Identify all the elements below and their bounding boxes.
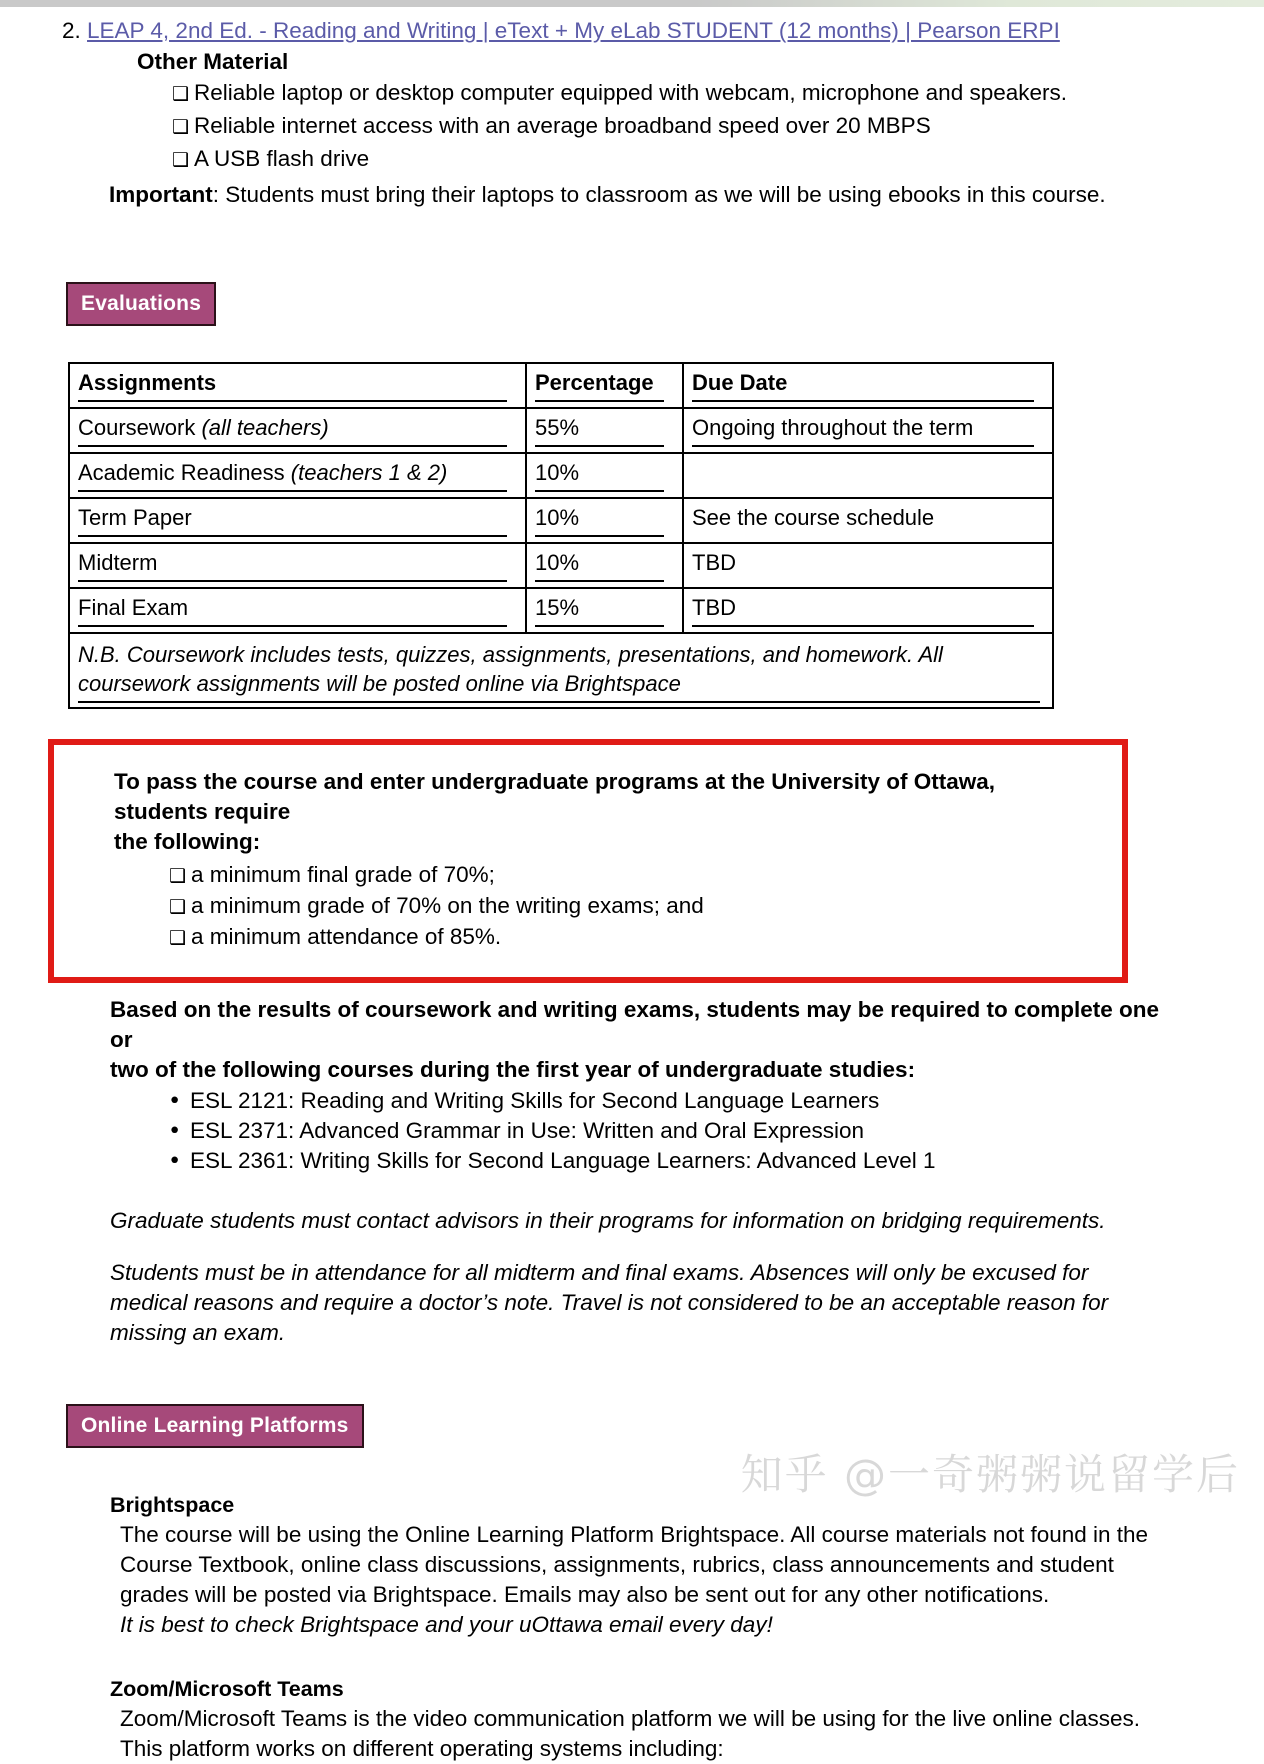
- checkbox-icon: ❑: [172, 83, 190, 105]
- important-note: [0, 179, 1264, 210]
- cell-assignment: [69, 453, 526, 498]
- coursework-note: N.B. Coursework includes tests, quizzes, assignments, presentations, and homework. All coursework assignments will be posted online via Brightspace: [78, 642, 943, 696]
- esl-course-label: ESL 2361: Writing Skills for Second Language Learners: Advanced Level 1: [190, 1148, 936, 1173]
- pass-requirements-heading: [54, 767, 1122, 857]
- assignment-name: Academic Readiness: [78, 460, 291, 485]
- requirements-heading-line2: the following:: [114, 829, 261, 854]
- platforms-badge-wrap: [0, 1404, 1264, 1448]
- table-note-row: [69, 633, 1053, 708]
- zoom-teams-body: Zoom/Microsoft Teams is the video communication platform we will be using for the live online classes. This platform works on different operating systems including:: [120, 1706, 1141, 1761]
- brightspace-heading: Brightspace: [110, 1493, 235, 1517]
- cell-due-date: [683, 543, 1053, 588]
- online-learning-platforms-badge: Online Learning Platforms: [66, 1404, 364, 1448]
- checkbox-icon: ❑: [169, 927, 187, 949]
- cell-percentage: [526, 408, 683, 453]
- cell-assignment: [69, 588, 526, 633]
- assignment-name: Final Exam: [78, 595, 189, 620]
- site-watermark: 知乎 @一奇粥粥说留学后: [740, 1450, 1240, 1499]
- cell-assignment: [69, 408, 526, 453]
- pass-requirements-callout: [48, 739, 1128, 983]
- assignment-name: Coursework: [78, 415, 202, 440]
- due-date-value: TBD: [692, 595, 736, 620]
- requirement-item: [54, 922, 1122, 953]
- column-header-label: Due Date: [692, 370, 788, 395]
- brightspace-body: The course will be using the Online Learning Platform Brightspace. All course materials not found in the Course Textbook, online class discussions, assignments, rubrics, class announcements and student grades will be posted via Brightspace. Emails may also be sent out for any other notifications.: [120, 1522, 1149, 1607]
- cell-due-date: [683, 498, 1053, 543]
- evaluations-section-badge: Evaluations: [66, 282, 216, 326]
- important-text: : Students must bring their laptops to classroom as we will be using ebooks in this course.: [212, 182, 1106, 207]
- assignment-qualifier: (all teachers): [201, 415, 329, 440]
- header-cell-due-date: [683, 363, 1053, 408]
- cell-note: [69, 633, 1053, 708]
- due-date-value: See the course schedule: [692, 505, 935, 530]
- table-row: [69, 543, 1053, 588]
- esl-course-label: ESL 2121: Reading and Writing Skills for Second Language Learners: [190, 1088, 880, 1113]
- document-page: [0, 7, 1264, 1764]
- list-number: 2.: [62, 18, 81, 43]
- evaluations-table: [68, 362, 1054, 709]
- material-list-item-2: [0, 15, 1264, 46]
- requirement-label: a minimum final grade of 70%;: [191, 862, 495, 887]
- column-header-label: Assignments: [78, 370, 217, 395]
- bridging-courses-section: [0, 995, 1264, 1085]
- material-item-label: Reliable laptop or desktop computer equipped with webcam, microphone and speakers.: [194, 80, 1068, 105]
- table-header-row: [69, 363, 1053, 408]
- header-cell-percentage: [526, 363, 683, 408]
- cell-percentage: [526, 498, 683, 543]
- evaluations-badge-wrap: [0, 282, 1264, 326]
- checkbox-icon: ❑: [169, 896, 187, 918]
- header-cell-assignments: [69, 363, 526, 408]
- esl-course-list: [0, 1086, 1264, 1176]
- courses-intro-line1: Based on the results of coursework and writing exams, students may be required to complete one or: [110, 997, 1159, 1052]
- requirements-heading-line1: To pass the course and enter undergraduate programs at the University of Ottawa, students require: [114, 769, 996, 824]
- material-checkbox-item: [0, 110, 1264, 143]
- checkbox-icon: ❑: [172, 149, 190, 171]
- percentage-value: 15%: [535, 595, 580, 620]
- courses-intro-line2: two of the following courses during the first year of undergraduate studies:: [110, 1057, 916, 1082]
- material-checkbox-item: [0, 77, 1264, 110]
- cell-due-date: [683, 588, 1053, 633]
- important-label: Important: [109, 182, 213, 207]
- cell-percentage: [526, 588, 683, 633]
- bullet-icon: •: [168, 1088, 182, 1114]
- assignment-qualifier: (teachers 1 & 2): [290, 460, 448, 485]
- attendance-note: Students must be in attendance for all midterm and final exams. Absences will only be excused for medical reasons and require a doctor’s note. Travel is not considered to be an acceptable reason for missing an exam.: [110, 1260, 1109, 1345]
- other-material-heading: Other Material: [137, 49, 289, 74]
- cell-percentage: [526, 543, 683, 588]
- table-row: [69, 453, 1053, 498]
- percentage-value: 55%: [535, 415, 580, 440]
- requirement-label: a minimum attendance of 85%.: [191, 924, 502, 949]
- cell-due-date: [683, 408, 1053, 453]
- top-edge-strip: [0, 0, 1264, 7]
- graduate-note: Graduate students must contact advisors in their programs for information on bridging requirements.: [110, 1208, 1106, 1233]
- graduate-note-wrap: [0, 1206, 1264, 1236]
- material-checkbox-item: [0, 143, 1264, 176]
- requirement-item: [54, 891, 1122, 922]
- requirements-list: [54, 860, 1122, 953]
- due-date-value: Ongoing throughout the term: [692, 415, 974, 440]
- textbook-link[interactable]: LEAP 4, 2nd Ed. - Reading and Writing | eText + My eLab STUDENT (12 months) | Pearson ERPI: [87, 18, 1060, 43]
- cell-assignment: [69, 498, 526, 543]
- table-row: [69, 408, 1053, 453]
- courses-intro: [110, 995, 1164, 1085]
- due-date-value: TBD: [692, 550, 736, 575]
- cell-assignment: [69, 543, 526, 588]
- checkbox-icon: ❑: [172, 116, 190, 138]
- esl-course-label: ESL 2371: Advanced Grammar in Use: Written and Oral Expression: [190, 1118, 865, 1143]
- other-material-block: [0, 7, 1264, 210]
- table-row: [69, 588, 1053, 633]
- table-row: [69, 498, 1053, 543]
- material-item-label: A USB flash drive: [194, 146, 370, 171]
- assignment-name: Midterm: [78, 550, 158, 575]
- cell-due-date: [683, 453, 1053, 498]
- brightspace-emphasis: It is best to check Brightspace and your uOttawa email every day!: [120, 1612, 773, 1637]
- esl-course-item: [0, 1086, 1264, 1116]
- bullet-icon: •: [168, 1118, 182, 1144]
- esl-course-item: [0, 1146, 1264, 1176]
- column-header-label: Percentage: [535, 370, 654, 395]
- assignment-name: Term Paper: [78, 505, 192, 530]
- percentage-value: 10%: [535, 505, 580, 530]
- percentage-value: 10%: [535, 550, 580, 575]
- attendance-note-wrap: [0, 1258, 1264, 1348]
- requirement-item: [54, 860, 1122, 891]
- requirement-label: a minimum grade of 70% on the writing exams; and: [191, 893, 704, 918]
- cell-percentage: [526, 453, 683, 498]
- evaluations-table-wrap: [0, 362, 1264, 709]
- zoom-teams-heading: Zoom/Microsoft Teams: [110, 1677, 344, 1701]
- checkbox-icon: ❑: [169, 865, 187, 887]
- percentage-value: 10%: [535, 460, 580, 485]
- esl-course-item: [0, 1116, 1264, 1146]
- bullet-icon: •: [168, 1148, 182, 1174]
- material-item-label: Reliable internet access with an average broadband speed over 20 MBPS: [194, 113, 931, 138]
